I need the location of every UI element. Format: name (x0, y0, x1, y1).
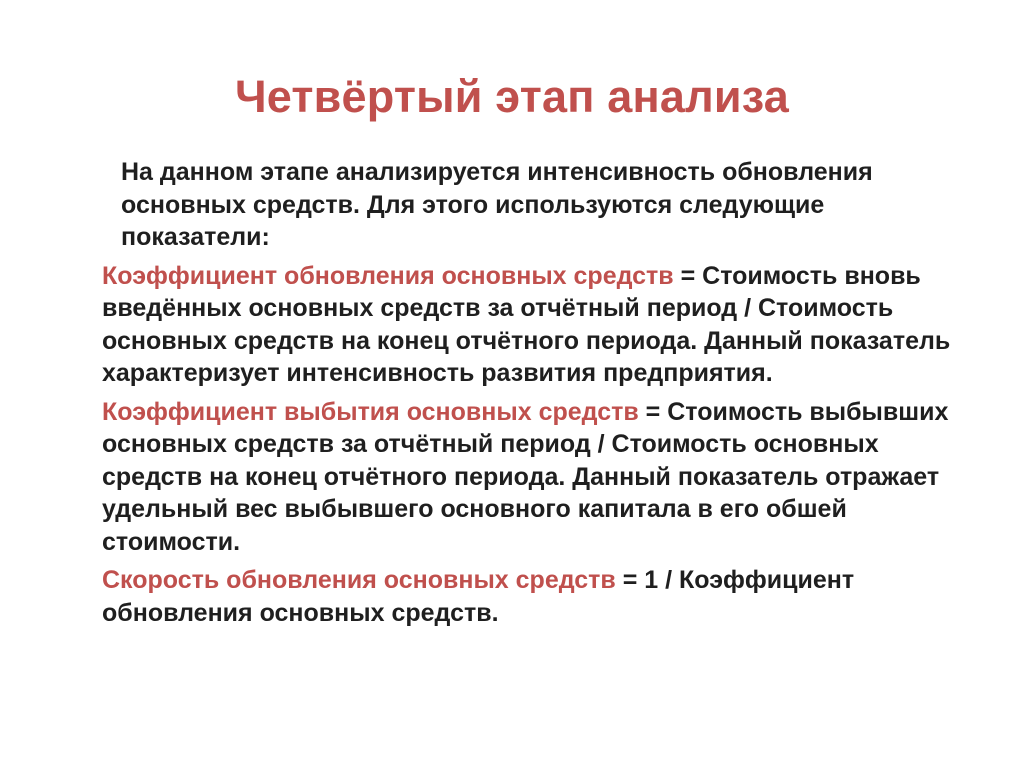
intro-paragraph: На данном этапе анализируется интенсивность обновления основных средств. Для этого используются следующие показатели: (121, 158, 873, 251)
renewal-speed-term: Скорость обновления основных средств (102, 566, 616, 594)
renewal-speed-definition: = 1 / Коэффициент обновления основных средств. (102, 566, 855, 627)
renewal-speed-paragraph (77, 564, 972, 629)
slide-title: Четвёртый этап анализа (234, 71, 789, 122)
retirement-coefficient-definition: = Стоимость выбывших основных средств за отчётный период / Стоимость основных средств на конец отчётного периода. Данный показатель отражает удельный вес выбывшего основного капитала в его обшей стоимости. (102, 397, 949, 556)
retirement-coefficient-term: Коэффициент выбытия основных средств (102, 397, 639, 426)
renewal-coefficient-definition: = Стоимость вновь введённых основных средств за отчётный период / Стоимость основных средств на конец отчётного периода. Данный показатель характеризует интенсивность развития предприятия. (102, 261, 951, 387)
retirement-coefficient-paragraph (77, 396, 972, 559)
slide-body (77, 156, 972, 635)
renewal-coefficient-paragraph (77, 260, 972, 390)
renewal-coefficient-term: Коэффициент обновления основных средств (102, 261, 674, 290)
